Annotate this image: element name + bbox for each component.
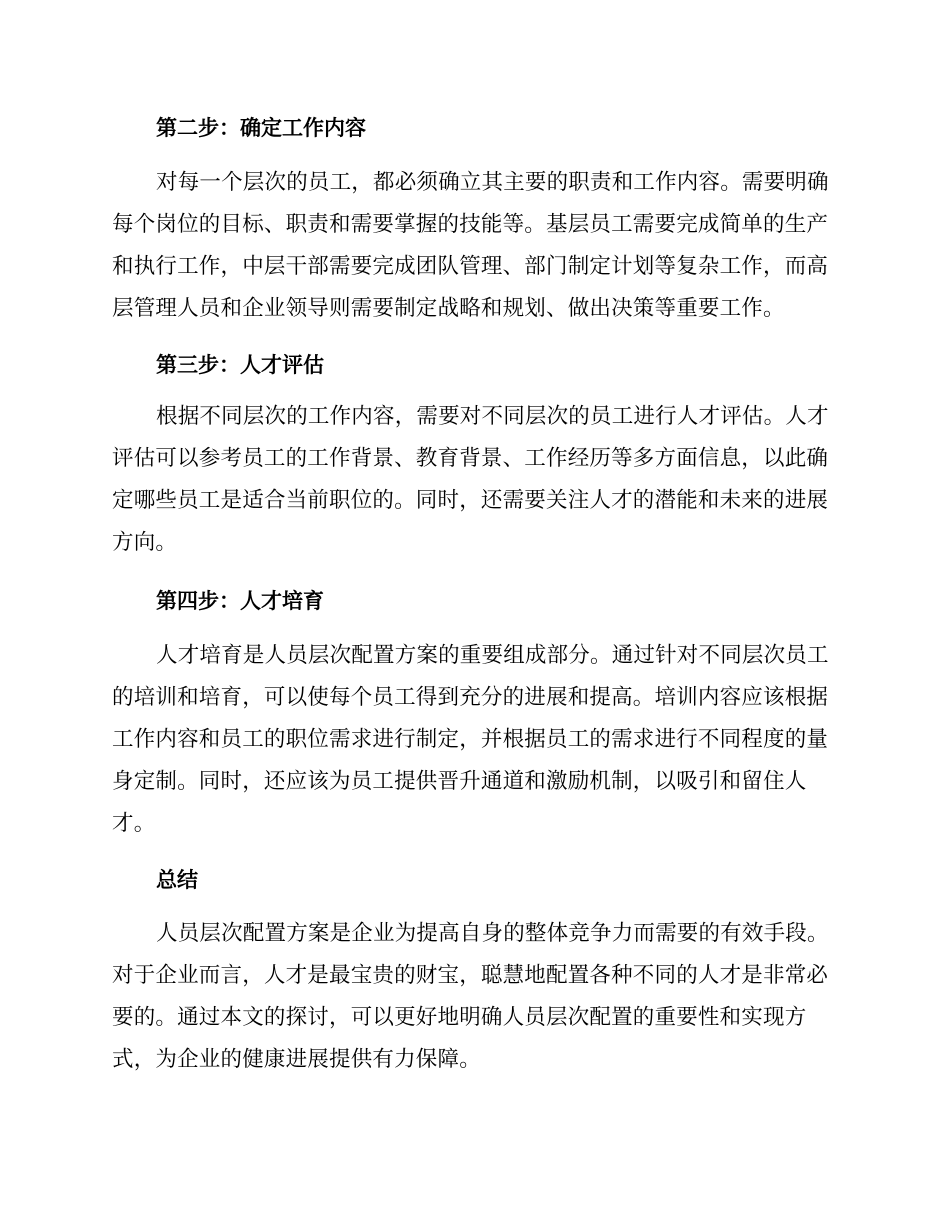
paragraph-line: 方向。 — [112, 530, 178, 555]
section-heading-step2: 第二步：确定工作内容 — [156, 116, 366, 140]
section-body-step2 — [112, 162, 830, 330]
paragraph-line: 人才培育是人员层次配置方案的重要组成部分。通过针对不同层次员工 — [156, 643, 829, 668]
paragraph-line: 每个岗位的目标、职责和需要掌握的技能等。基层员工需要完成简单的生产 — [112, 212, 829, 237]
paragraph-line: 身定制。同时，还应该为员工提供晋升通道和激励机制，以吸引和留住人 — [112, 769, 807, 794]
section-body-summary — [112, 913, 830, 1081]
section-heading-step3: 第三步：人才评估 — [156, 353, 324, 377]
paragraph-line: 对于企业而言，人才是最宝贵的财宝，聪慧地配置各种不同的人才是非常必 — [112, 963, 829, 988]
section-body-step3 — [112, 396, 830, 564]
paragraph-line: 的培训和培育，可以使每个员工得到充分的进展和提高。培训内容应该根据 — [112, 685, 829, 710]
paragraph-line: 定哪些员工是适合当前职位的。同时，还需要关注人才的潜能和未来的进展 — [112, 488, 829, 513]
paragraph-line: 工作内容和员工的职位需求进行制定，并根据员工的需求进行不同程度的量 — [112, 727, 829, 752]
paragraph-line: 才。 — [112, 811, 156, 836]
paragraph-line: 对每一个层次的员工，都必须确立其主要的职责和工作内容。需要明确 — [156, 170, 829, 195]
paragraph-line: 人员层次配置方案是企业为提高自身的整体竞争力而需要的有效手段。 — [156, 921, 829, 946]
paragraph-line: 根据不同层次的工作内容，需要对不同层次的员工进行人才评估。人才 — [156, 404, 829, 429]
paragraph-line: 评估可以参考员工的工作背景、教育背景、工作经历等多方面信息，以此确 — [112, 446, 829, 471]
paragraph-line: 层管理人员和企业领导则需要制定战略和规划、做出决策等重要工作。 — [112, 296, 785, 321]
section-heading-step4: 第四步：人才培育 — [156, 589, 324, 613]
paragraph-line: 和执行工作，中层干部需要完成团队管理、部门制定计划等复杂工作，而高 — [112, 254, 829, 279]
section-body-step4 — [112, 635, 830, 845]
section-heading-summary: 总结 — [156, 868, 198, 892]
paragraph-line: 式，为企业的健康进展提供有力保障。 — [112, 1047, 481, 1072]
paragraph-line: 要的。通过本文的探讨，可以更好地明确人员层次配置的重要性和实现方 — [112, 1005, 807, 1030]
